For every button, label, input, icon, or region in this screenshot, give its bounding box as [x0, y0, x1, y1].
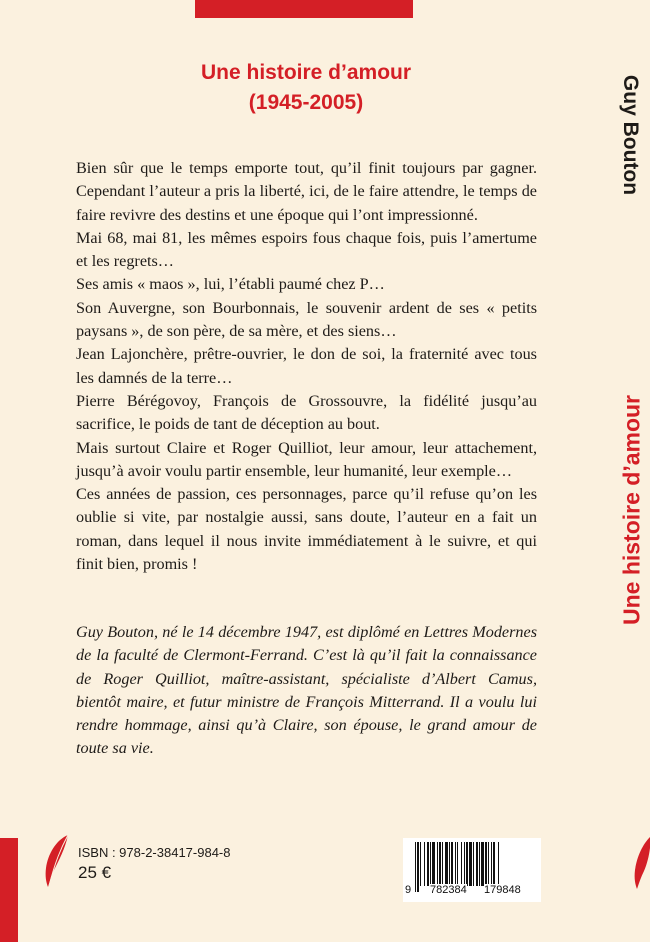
blurb-text	[76, 157, 537, 576]
blurb-paragraph: Mai 68, mai 81, les mêmes espoirs fous chaque fois, puis l’amertume et les regrets…	[76, 228, 537, 271]
title-line-1: Une histoire d’amour	[200, 61, 412, 84]
back-cover-title	[0, 58, 612, 118]
author-bio: Guy Bouton, né le 14 décembre 1947, est diplômé en Lettres Modernes de la faculté de Clermont-Ferrand. C’est là qu’il fait la connaissance de Roger Quilliot, maître-assistant, spécialiste d’Albert Camus, bientôt maire, et futur ministre de François Mitterrand. Il a voulu lui rendre hommage, ainsi qu’à Claire, son épouse, le grand amour de toute sa vie.	[76, 623, 537, 758]
blurb-paragraph: Mais surtout Claire et Roger Quilliot, leur amour, leur attachement, jusqu’à avoir voulu partir ensemble, leur humanité, leur exemple…	[76, 438, 537, 480]
blurb-paragraph: Jean Lajonchère, prêtre-ouvrier, le don de soi, la fraternité avec tous les damnés de la terre…	[76, 345, 537, 387]
blurb-paragraph: Pierre Bérégovoy, François de Grossouvre, la fidélité jusqu’au sacrifice, le poids de tant de déception au bout.	[76, 391, 537, 434]
blurb-paragraph: Ses amis « maos », lui, l’établi paumé chez P…	[76, 275, 385, 294]
price-text: 25 €	[78, 863, 112, 882]
barcode	[403, 838, 541, 902]
isbn-text: ISBN : 978-2-38417-984-8	[78, 845, 231, 860]
spine-author	[610, 70, 650, 200]
spine-author-text: Guy Bouton	[619, 74, 642, 196]
spine-feather-logo	[633, 836, 650, 890]
left-accent-strip	[0, 838, 18, 942]
blurb-paragraph: Son Auvergne, son Bourbonnais, le souvenir ardent de ses « petits paysans », de son père, de sa mère, et des siens…	[76, 298, 537, 341]
title-line-2: (1945-2005)	[248, 91, 364, 114]
publisher-feather-logo	[44, 834, 70, 888]
blurb-paragraph: Ces années de passion, ces personnages, parce qu’il refuse qu’on les oublie si vite, par nostalgie aussi, sans doute, l’auteur en a fait un roman, dans lequel il nous invite immédiatement à le suivre, et qui finit bien, promis !	[76, 485, 537, 574]
barcode-left-digits: 782384	[430, 884, 467, 896]
barcode-digits	[403, 884, 541, 900]
top-accent-bar	[195, 0, 413, 18]
barcode-right-digits: 179848	[484, 884, 521, 896]
spine-title-text: Une histoire d’amour	[618, 394, 645, 626]
barcode-lead-digit: 9	[405, 884, 412, 896]
blurb-paragraph: Bien sûr que le temps emporte tout, qu’il finit toujours par gagner. Cependant l’auteur a pris la liberté, ici, de le faire attendre, le temps de faire revivre des destins et une époque qui l’ont impressionné.	[76, 159, 537, 224]
spine-title	[612, 380, 650, 640]
